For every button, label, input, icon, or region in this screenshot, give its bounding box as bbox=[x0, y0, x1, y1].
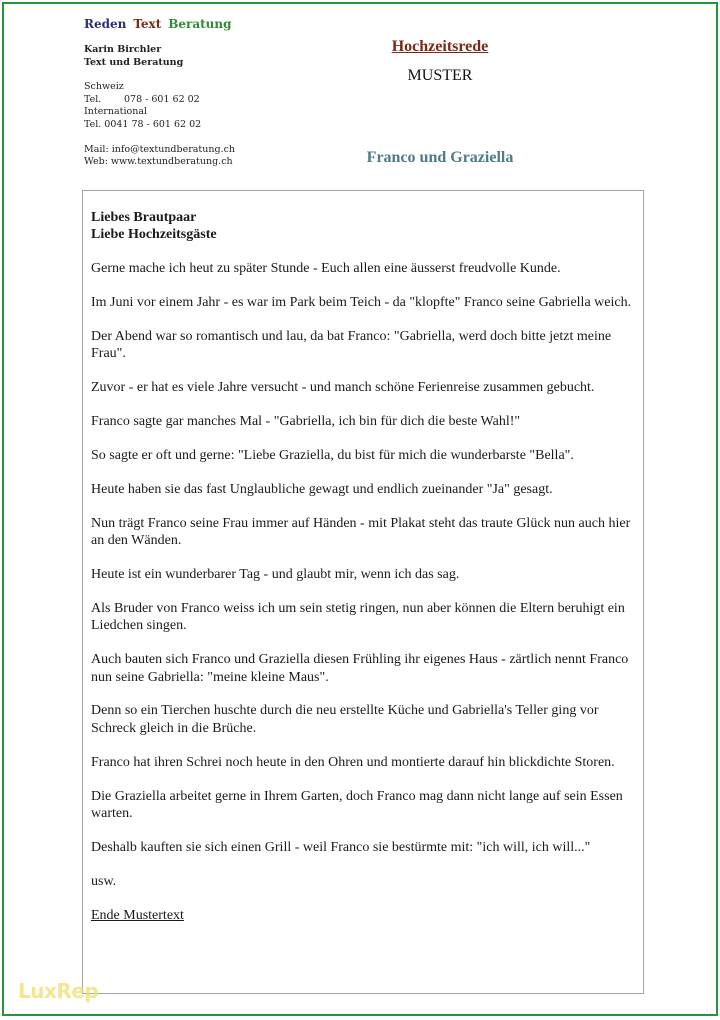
greeting-line: Liebe Hochzeitsgäste bbox=[91, 227, 217, 243]
speech-paragraph: Heute ist ein wunderbarer Tag - und glaubt mir, wenn ich das sag. bbox=[91, 566, 460, 582]
contact-intl-label: International bbox=[84, 106, 148, 118]
speech-paragraph: Als Bruder von Franco weiss ich um sein stetig ringen, nun aber können die Eltern beruhigt ein Liedchen singen. bbox=[91, 600, 625, 634]
speech-paragraph: Heute haben sie das fast Unglaubliche gewagt und endlich zueinander "Ja" gesagt. bbox=[91, 481, 553, 497]
speech-paragraph: Der Abend war so romantisch und lau, da bat Franco: "Gabriella, werd doch bitte jetzt meine Frau". bbox=[91, 328, 612, 362]
speech-paragraph: usw. bbox=[91, 873, 117, 889]
tel-label: Tel. bbox=[84, 93, 102, 105]
brand-logo bbox=[84, 17, 239, 31]
contact-tel-row bbox=[84, 94, 235, 107]
couple-names: Franco und Graziella bbox=[366, 149, 514, 166]
speech-paragraph: Franco hat ihren Schrei noch heute in den Ohren und montierte darauf hin blickdichte Storen. bbox=[91, 754, 615, 770]
contact-name: Karin Birchler bbox=[84, 44, 162, 55]
contact-block bbox=[84, 44, 235, 169]
document-subtitle: MUSTER bbox=[407, 67, 473, 84]
brand-text: Text bbox=[133, 17, 162, 31]
brand-reden: Reden bbox=[84, 17, 127, 31]
closing-text: Ende Mustertext bbox=[91, 907, 184, 923]
speech-paragraph: Zuvor - er hat es viele Jahre versucht - und manch schöne Ferienreise zusammen gebucht. bbox=[91, 379, 595, 395]
tel-value: 078 - 601 62 02 bbox=[124, 93, 200, 105]
speech-paragraph: Franco sagte gar manches Mal - "Gabriella, ich bin für dich die beste Wahl!" bbox=[91, 413, 521, 429]
speech-paragraph: So sagte er oft und gerne: "Liebe Graziella, du bist für mich die wunderbarste "Bella". bbox=[91, 447, 574, 463]
speech-paragraph: Deshalb kauften sie sich einen Grill - weil Franco sie bestürmte mit: "ich will, ich will..." bbox=[91, 839, 591, 855]
contact-intl-tel: Tel. 0041 78 - 601 62 02 bbox=[84, 118, 202, 130]
contact-company: Text und Beratung bbox=[84, 56, 184, 68]
greeting bbox=[91, 209, 635, 244]
watermark-logo: LuxRep bbox=[18, 979, 99, 1003]
speech-paragraph: Denn so ein Tierchen huschte durch die neu erstellte Küche und Gabriella's Teller ging vor Schreck gleich in die Brüche. bbox=[91, 703, 599, 736]
speech-paragraph: Die Graziella arbeitet gerne in Ihrem Garten, doch Franco mag dann nicht lange auf sein Essen warten. bbox=[91, 788, 623, 822]
contact-mail[interactable]: Mail: info@textundberatung.ch bbox=[84, 143, 236, 155]
brand-beratung: Beratung bbox=[168, 17, 232, 31]
speech-paragraph: Nun trägt Franco seine Frau immer auf Händen - mit Plakat steht das traute Glück nun auch hier an den Wänden. bbox=[91, 515, 631, 548]
speech-paragraph: Gerne mache ich heut zu später Stunde - Euch allen eine äusserst freudvolle Kunde. bbox=[91, 260, 561, 276]
contact-country: Schweiz bbox=[84, 81, 124, 93]
speech-paragraph: Im Juni vor einem Jahr - es war im Park beim Teich - da "klopfte" Franco seine Gabriella weich. bbox=[91, 294, 632, 310]
document-title: Hochzeitsrede bbox=[391, 38, 489, 55]
speech-paragraph: Auch bauten sich Franco und Graziella diesen Frühling ihr eigenes Haus - zärtlich nennt Franco nun seine Gabriella: "meine kleine Maus". bbox=[91, 652, 629, 685]
greeting-line: Liebes Brautpaar bbox=[91, 210, 197, 225]
document-page bbox=[2, 2, 718, 1016]
speech-content-box bbox=[82, 190, 644, 994]
contact-web[interactable]: Web: www.textundberatung.ch bbox=[84, 156, 233, 168]
